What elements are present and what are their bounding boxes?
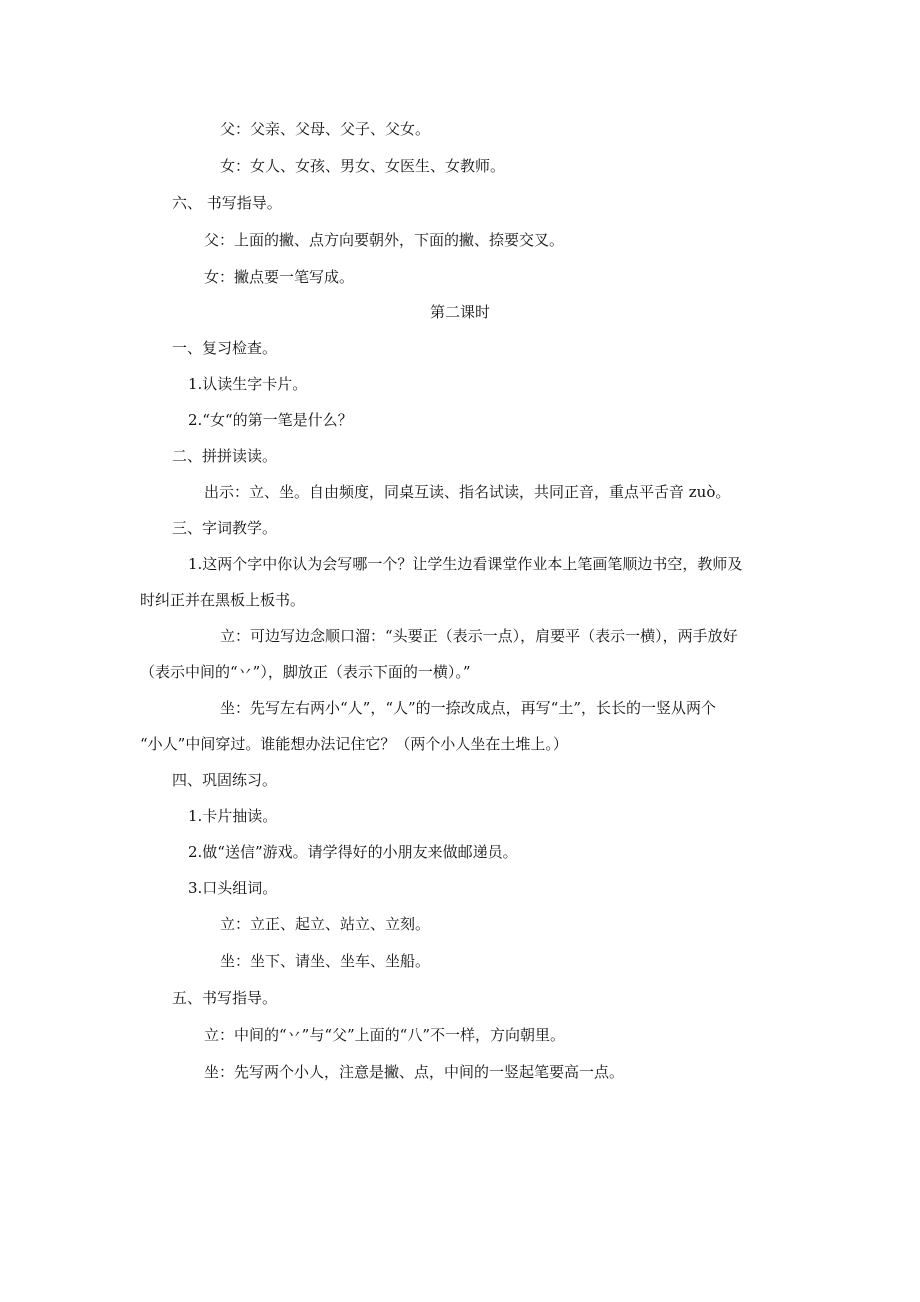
nv-word-list: 女：女人、女孩、男女、女医生、女教师。 [220,157,506,175]
section-1-item-1: 1.认读生字卡片。 [188,375,308,393]
zuo-description-line-2: “小人”中间穿过。谁能想办法记住它？（两个小人坐在土堆上。） [140,735,568,753]
fu-word-list: 父：父亲、父母、父子、父女。 [220,120,431,138]
section-6-title: 六、 书写指导。 [172,194,282,212]
li-rhyme-line-2: （表示中间的“丷”），脚放正（表示下面的一横）。” [140,663,471,681]
section-1-item-2: 2.“女“的第一笔是什么？ [188,411,353,429]
section-1-title: 一、复习检查。 [172,339,278,357]
section-4-item-3: 3.口头组词。 [188,879,278,897]
section-4-item-1: 1.卡片抽读。 [188,807,278,825]
li-rhyme-line-1: 立：可边写边念顺口溜：“头要正（表示一点），肩要平（表示一横），两手放好 [220,627,738,645]
zuo-writing-guide: 坐：先写两个小人，注意是撇、点，中间的一竖起笔要高一点。 [204,1063,625,1081]
section-3-item-1-line-2: 时纠正并在黑板上板书。 [140,591,306,609]
section-4-title: 四、巩固练习。 [172,771,278,789]
zuo-description-line-1: 坐：先写左右两小“人”，“人”的一捺改成点，再写“土”，长长的一竖从两个 [220,699,717,717]
section-2-body: 出示：立、坐。自由频度，同桌互读、指名试读，共同正音，重点平舌音 zuò。 [204,483,731,501]
section-4-item-2: 2.做“送信”游戏。请学得好的小朋友来做邮递员。 [188,843,518,861]
fu-writing-guide: 父：上面的撇、点方向要朝外，下面的撇、捺要交叉。 [204,231,565,249]
li-word-list: 立：立正、起立、站立、立刻。 [220,915,431,933]
section-2-title: 二、拼拼读读。 [172,447,278,465]
lesson-2-heading: 第二课时 [429,303,490,321]
section-5-title: 五、书写指导。 [172,989,278,1007]
section-3-item-1-line-1: 1.这两个字中你认为会写哪一个？让学生边看课堂作业本上笔画笔顺边书空，教师及 [188,555,743,573]
zuo-word-list: 坐：坐下、请坐、坐车、坐船。 [220,952,431,970]
nv-writing-guide: 女：撇点要一笔写成。 [204,268,355,286]
section-3-title: 三、字词教学。 [172,519,278,537]
li-writing-guide: 立：中间的“丷”与“父”上面的“八”不一样，方向朝里。 [204,1026,566,1044]
